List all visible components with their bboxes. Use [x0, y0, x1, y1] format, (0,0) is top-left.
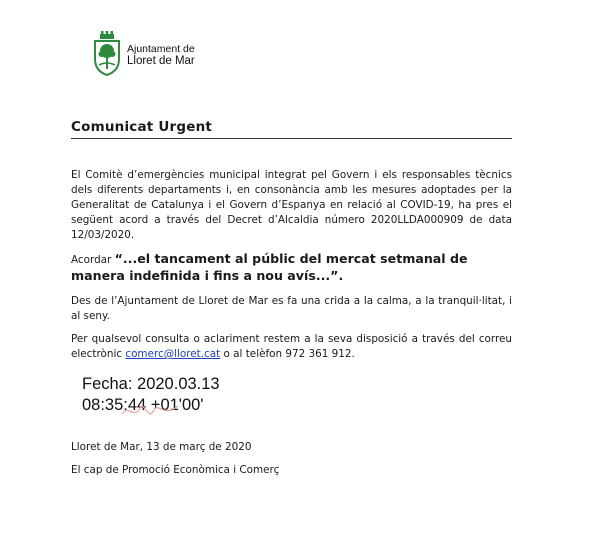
- document-title: Comunicat Urgent: [71, 119, 512, 139]
- signatory-title: El cap de Promoció Econòmica i Comerç: [71, 464, 280, 476]
- timestamp-date: Fecha: 2020.03.13: [82, 375, 220, 393]
- document-body: [71, 168, 512, 362]
- paragraph-decree: El Comitè d’emergències municipal integrat pel Govern i els responsables tècnics dels diferents departaments i, en consonància amb les mesures adoptades per la Generalitat de Catalunya i el Govern d’Espanya en relació al COVID-19, ha pres el següent acord a través del Decret d’Alcaldia número 2020LLDA000909 de data 12/03/2020.: [71, 169, 512, 241]
- agreement-prefix: Acordar: [71, 254, 115, 266]
- logo-line-1: Ajuntament de: [127, 43, 195, 55]
- logo-text: [127, 43, 195, 67]
- paragraph-contact: [71, 332, 512, 362]
- coat-of-arms-icon: [92, 30, 122, 76]
- municipal-logo: [92, 30, 202, 76]
- paragraph-agreement: [71, 251, 512, 285]
- email-link[interactable]: comerc@lloret.cat: [125, 348, 221, 360]
- contact-text-1: Per qualsevol consulta o aclariment restem a la seva disposició a través del correu electrònic: [71, 333, 512, 360]
- logo-line-2: Lloret de Mar: [127, 55, 195, 67]
- place-and-date: Lloret de Mar, 13 de març de 2020: [71, 441, 252, 453]
- paragraph-calm: Des de l’Ajuntament de Lloret de Mar es fa una crida a la calma, a la tranquil·litat, i al seny.: [71, 295, 512, 322]
- contact-text-2: o al telèfon 972 361 912.: [220, 348, 355, 360]
- agreement-quote: “...el tancament al públic del mercat setmanal de manera indefinida i fins a nou avís...”.: [71, 251, 468, 283]
- timestamp-time: 08:35:44 +01'00': [82, 396, 204, 414]
- signature-mark-icon: [120, 392, 180, 422]
